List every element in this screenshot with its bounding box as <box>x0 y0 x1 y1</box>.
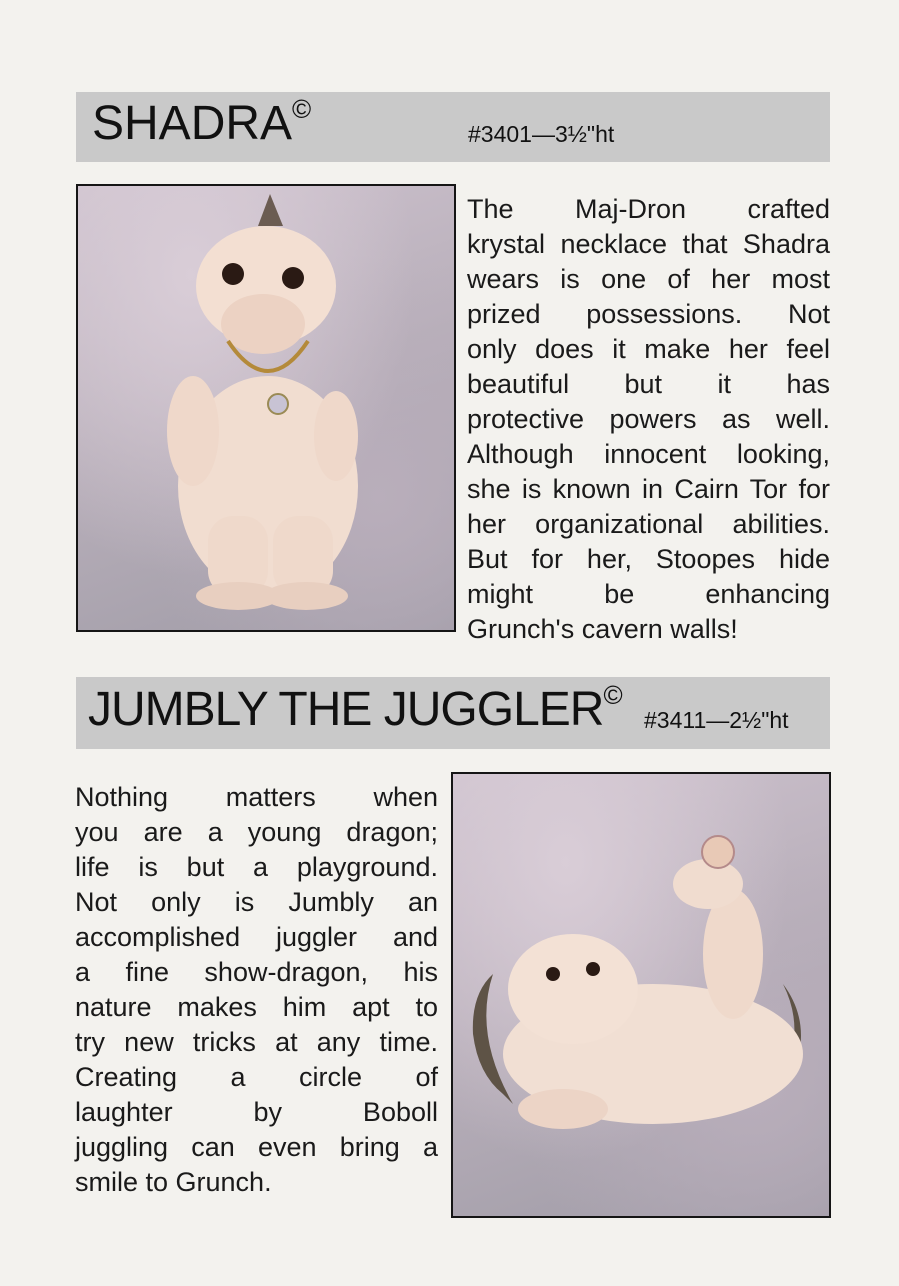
shadra-line: Grunch's cavern walls! <box>467 614 738 644</box>
jumbly-line: Not only is Jumbly an <box>75 887 438 917</box>
shadra-line: The Maj-Dron crafted <box>467 194 830 224</box>
shadra-description <box>467 192 830 647</box>
shadra-line: only does it make her feel <box>467 334 830 364</box>
jumbly-line: life is but a playground. <box>75 852 438 882</box>
shadra-title <box>92 96 311 151</box>
shadra-line: Although innocent looking, <box>467 439 830 469</box>
shadra-line: prized possessions. Not <box>467 299 830 329</box>
jumbly-description <box>75 780 438 1200</box>
shadra-title-text: SHADRA <box>92 97 293 150</box>
jumbly-line: Nothing matters when <box>75 782 438 812</box>
jumbly-title <box>88 682 622 737</box>
shadra-line: beautiful but it has <box>467 369 830 399</box>
jumbly-figurine-illustration <box>453 774 829 1216</box>
jumbly-line: you are a young dragon; <box>75 817 438 847</box>
jumbly-line: laughter by Boboll <box>75 1097 438 1127</box>
jumbly-line: Creating a circle of <box>75 1062 438 1092</box>
shadra-line: But for her, Stoopes hide <box>467 544 830 574</box>
shadra-line: she is known in Cairn Tor for <box>467 474 830 504</box>
shadra-figurine-photo <box>76 184 456 632</box>
jumbly-line: juggling can even bring a <box>75 1132 438 1162</box>
shadra-line: might be enhancing <box>467 579 830 609</box>
shadra-product-code: #3401—3½"ht <box>468 121 615 147</box>
shadra-line: wears is one of her most <box>467 264 830 294</box>
jumbly-title-text: JUMBLY THE JUGGLER <box>88 683 604 736</box>
shadra-line: her organizational abilities. <box>467 509 830 539</box>
shadra-figurine-illustration <box>78 186 454 630</box>
jumbly-line: a fine show-dragon, his <box>75 957 438 987</box>
jumbly-copyright: © <box>603 680 622 710</box>
jumbly-line: accomplished juggler and <box>75 922 438 952</box>
jumbly-line: nature makes him apt to <box>75 992 438 1022</box>
jumbly-line: smile to Grunch. <box>75 1167 272 1197</box>
shadra-copyright: © <box>292 94 312 124</box>
jumbly-product-code: #3411—2½"ht <box>644 707 789 733</box>
jumbly-figurine-photo <box>451 772 831 1218</box>
shadra-line: protective powers as well. <box>467 404 830 434</box>
shadra-line: krystal necklace that Shadra <box>467 229 830 259</box>
jumbly-line: try new tricks at any time. <box>75 1027 438 1057</box>
